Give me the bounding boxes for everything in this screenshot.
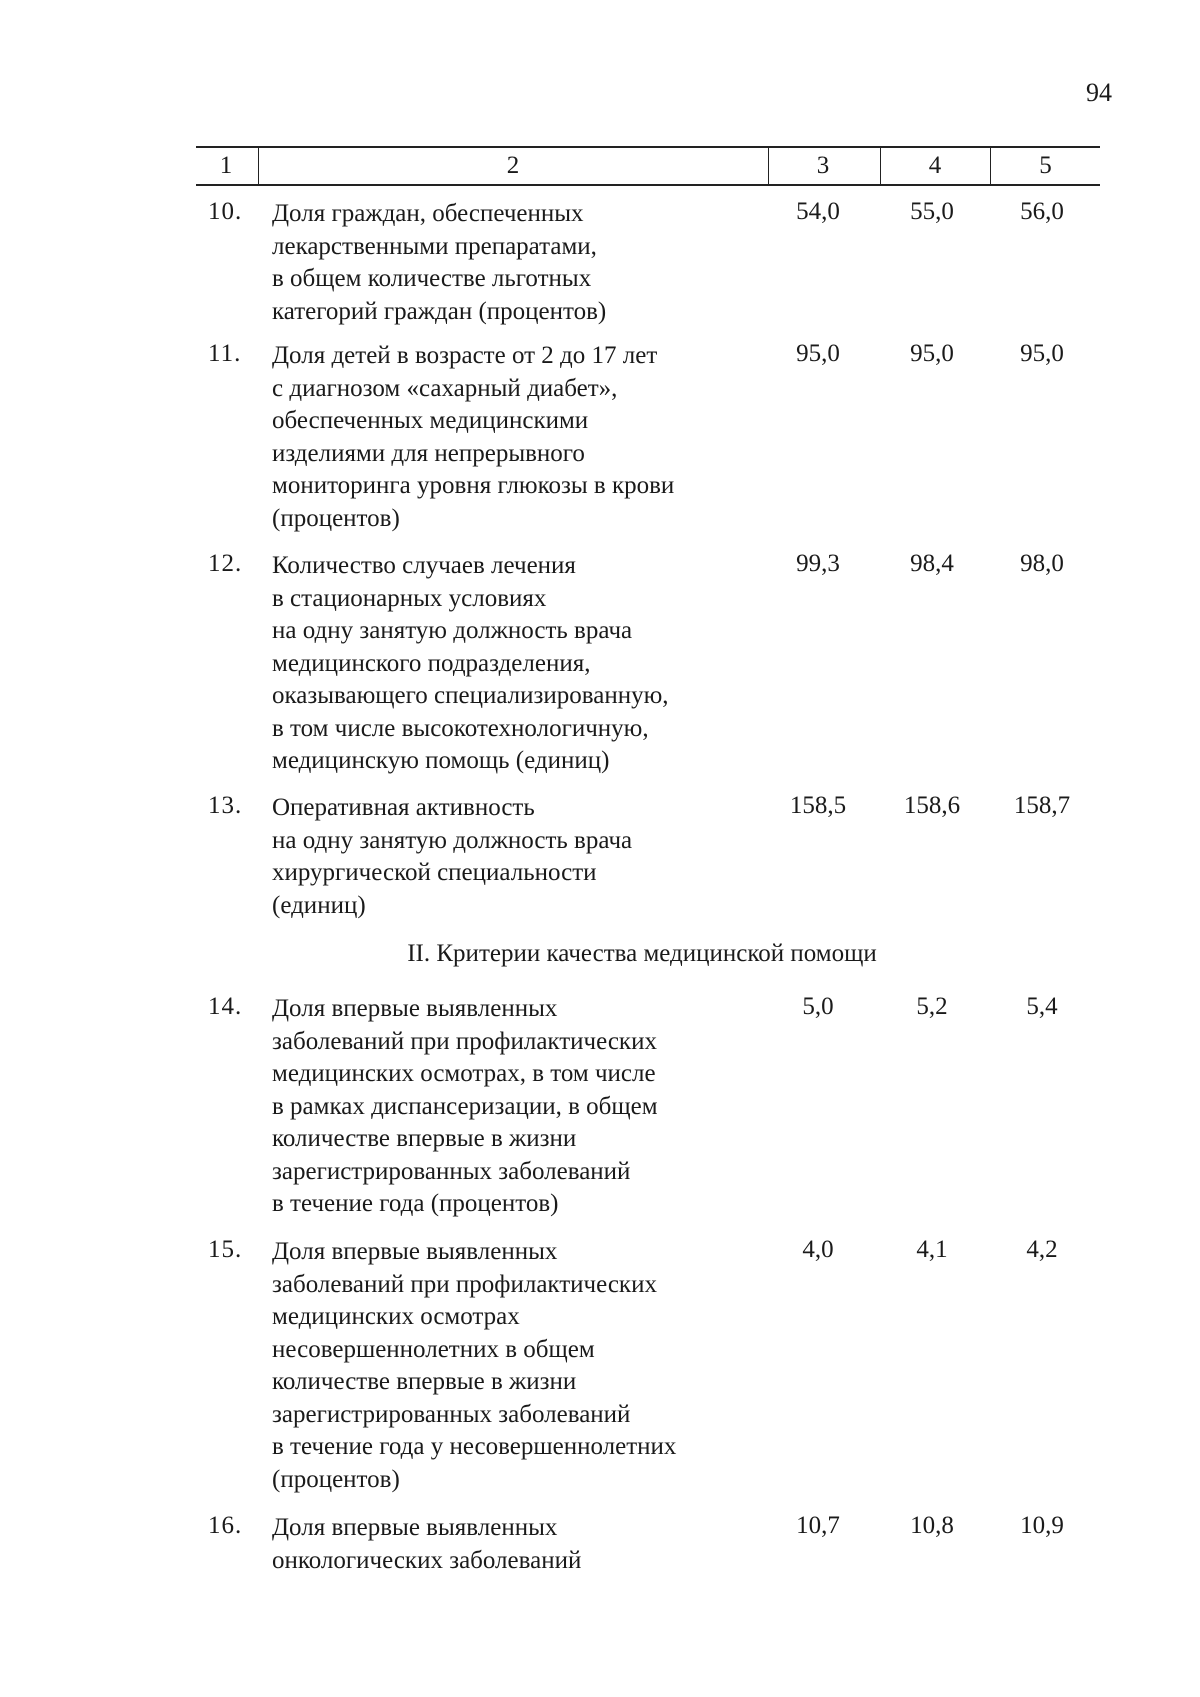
row-description: Доля впервые выявленных онкологических заболеваний: [272, 1514, 582, 1574]
row-number: 11.: [208, 340, 242, 367]
value-col-5: 158,7: [1013, 792, 1071, 819]
row-description: Доля детей в возрасте от 2 до 17 лет с диагнозом «сахарный диабет», обеспеченных медицинскими изделиями для непрерывного мониторинга уровня глюкозы в крови (процентов): [272, 342, 675, 532]
row-number: 13.: [208, 792, 243, 819]
row-description: Количество случаев лечения в стационарных условиях на одну занятую должность врача медицинского подразделения, оказывающего специализированную, в том числе высокотехнологичную, медицинскую помощь (единиц): [272, 552, 669, 774]
value-col-3: 5,0: [802, 993, 834, 1020]
value-col-3: 54,0: [796, 198, 840, 225]
value-col-3: 10,7: [796, 1512, 840, 1539]
header-col-2: 2: [506, 152, 520, 179]
value-col-3: 4,0: [802, 1236, 834, 1263]
row-number: 12.: [208, 550, 243, 577]
value-col-5: 5,4: [1026, 993, 1058, 1020]
row-description: Доля граждан, обеспеченных лекарственными препаратами, в общем количестве льготных категорий граждан (процентов): [272, 200, 607, 325]
row-number: 15.: [208, 1236, 243, 1263]
row-number: 16.: [208, 1512, 243, 1539]
row-description: Доля впервые выявленных заболеваний при профилактических медицинских осмотрах, в том числе в рамках диспансеризации, в общем количестве впервые в жизни зарегистрированных заболеваний в течение года (процентов): [272, 995, 658, 1217]
table-header: [196, 146, 1100, 186]
header-col-1: 1: [219, 152, 233, 179]
value-col-4: 10,8: [910, 1512, 954, 1539]
header-col-3: 3: [816, 152, 830, 179]
page-number: 94: [1086, 78, 1112, 107]
value-col-4: 98,4: [910, 550, 954, 577]
value-col-5: 10,9: [1020, 1512, 1064, 1539]
value-col-4: 158,6: [903, 792, 961, 819]
value-col-3: 95,0: [796, 340, 840, 367]
row-description: Оперативная активность на одну занятую должность врача хирургической специальности (единиц): [272, 794, 633, 919]
value-col-4: 4,1: [916, 1236, 948, 1263]
section-title: II. Критерии качества медицинской помощи: [407, 940, 877, 967]
value-col-4: 5,2: [916, 993, 948, 1020]
value-col-5: 4,2: [1026, 1236, 1058, 1263]
row-number: 10.: [208, 198, 243, 225]
value-col-5: 56,0: [1020, 198, 1064, 225]
value-col-3: 158,5: [789, 792, 847, 819]
value-col-4: 95,0: [910, 340, 954, 367]
value-col-5: 98,0: [1020, 550, 1064, 577]
value-col-3: 99,3: [796, 550, 840, 577]
header-col-5: 5: [1039, 152, 1052, 179]
header-col-4: 4: [928, 152, 942, 179]
row-description: Доля впервые выявленных заболеваний при профилактических медицинских осмотрах несовершеннолетних в общем количестве впервые в жизни зарегистрированных заболеваний в течение года у несовершеннолетних (процентов): [272, 1238, 677, 1493]
row-number: 14.: [208, 993, 243, 1020]
value-col-4: 55,0: [910, 198, 954, 225]
value-col-5: 95,0: [1020, 340, 1064, 367]
